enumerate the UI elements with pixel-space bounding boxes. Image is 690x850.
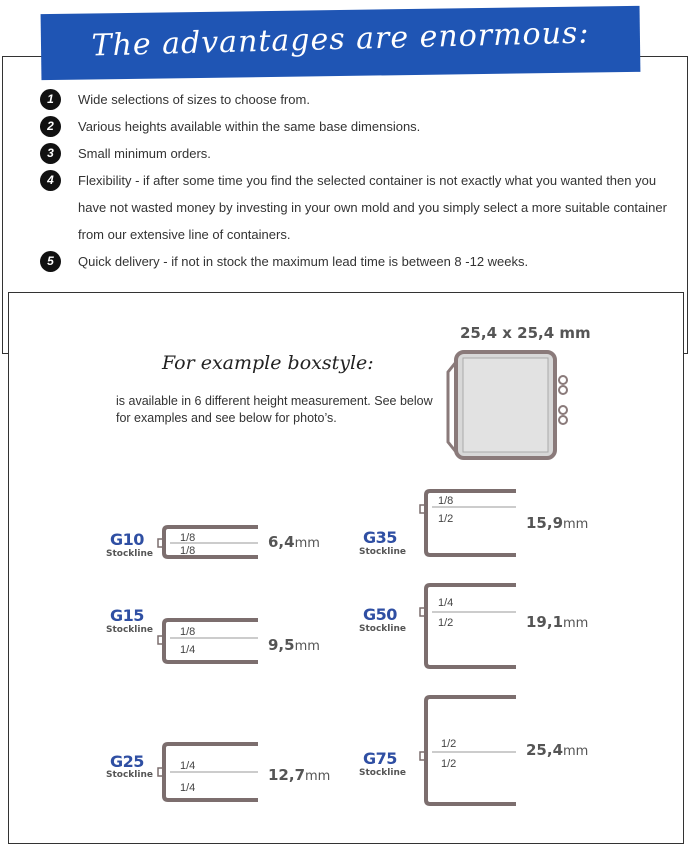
measurement-value: 15,9 [526, 514, 564, 532]
number-badge-icon: 1 [40, 89, 61, 110]
measurement-unit: mm [305, 769, 331, 784]
height-measurement [526, 613, 588, 631]
measurement-value: 12,7 [268, 766, 306, 784]
advantage-text: Quick delivery - if not in stock the maximum lead time is between 8 -12 weeks. [78, 254, 529, 269]
advantage-text: Various heights available within the same base dimensions. [78, 119, 421, 134]
variant-code: G35 [363, 528, 397, 547]
box-top-view-icon [448, 352, 567, 458]
g50-diagram-icon [420, 585, 516, 667]
fraction-label: 1/4 [438, 597, 454, 609]
measurement-unit: mm [294, 536, 320, 551]
g75-diagram-icon [420, 697, 516, 804]
advantage-text: Wide selections of sizes to choose from. [78, 92, 310, 107]
height-measurement [526, 514, 588, 532]
fraction-label: 1/2 [441, 738, 457, 750]
g25-diagram-icon [158, 744, 258, 800]
fraction-label: 1/4 [180, 782, 196, 794]
measurement-unit: mm [563, 616, 589, 631]
g35-diagram-icon [420, 491, 516, 555]
height-measurement [268, 766, 330, 784]
variant-code: G50 [363, 605, 397, 624]
number-badge-icon: 5 [40, 251, 61, 272]
fraction-label: 1/4 [180, 644, 196, 656]
fraction-label: 1/2 [438, 513, 454, 525]
example-description: is available in 6 different height measurement. See below for examples and see below for photo’s. [116, 394, 433, 425]
fraction-label: 1/4 [180, 760, 196, 772]
measurement-value: 9,5 [268, 636, 295, 654]
height-measurement [268, 533, 320, 551]
dimension-label: 25,4 x 25,4 mm [460, 324, 591, 342]
advantage-text: Small minimum orders. [78, 146, 211, 161]
number-badge-icon: 2 [40, 116, 61, 137]
number-badge-icon: 3 [40, 143, 61, 164]
fraction-label: 1/8 [180, 545, 196, 557]
fraction-label: 1/8 [180, 626, 196, 638]
fraction-label: 1/8 [438, 495, 454, 507]
page-title: The advantages are enormous: [91, 15, 590, 64]
measurement-unit: mm [563, 517, 589, 532]
variant-label: Stockline [106, 549, 153, 559]
number-badge-icon: 4 [40, 170, 61, 191]
fraction-label: 1/2 [441, 758, 457, 770]
variant-label: Stockline [106, 770, 153, 780]
measurement-unit: mm [294, 639, 320, 654]
variant-code: G75 [363, 749, 397, 768]
measurement-value: 6,4 [268, 533, 295, 551]
variant-label: Stockline [359, 768, 406, 778]
variant-label: Stockline [359, 624, 406, 634]
variant-code: G10 [110, 530, 144, 549]
g10-diagram-icon [158, 527, 258, 557]
variant-label: Stockline [106, 625, 153, 635]
height-measurement [268, 636, 320, 654]
variant-code: G15 [110, 606, 144, 625]
fraction-label: 1/8 [180, 532, 196, 544]
fraction-label: 1/2 [438, 617, 454, 629]
measurement-value: 25,4 [526, 741, 564, 759]
advantage-text: Flexibility - if after some time you find the selected container is not exactly what you wanted then you have not wasted money by investing in your own mold and you simply select a more suitable container from our extensive line of containers. [78, 173, 667, 242]
variant-label: Stockline [359, 547, 406, 557]
measurement-value: 19,1 [526, 613, 564, 631]
measurement-unit: mm [563, 744, 589, 759]
height-measurement [526, 741, 588, 759]
g15-diagram-icon [158, 620, 258, 662]
example-title: For example boxstyle: [162, 352, 374, 374]
variant-code: G25 [110, 752, 144, 771]
